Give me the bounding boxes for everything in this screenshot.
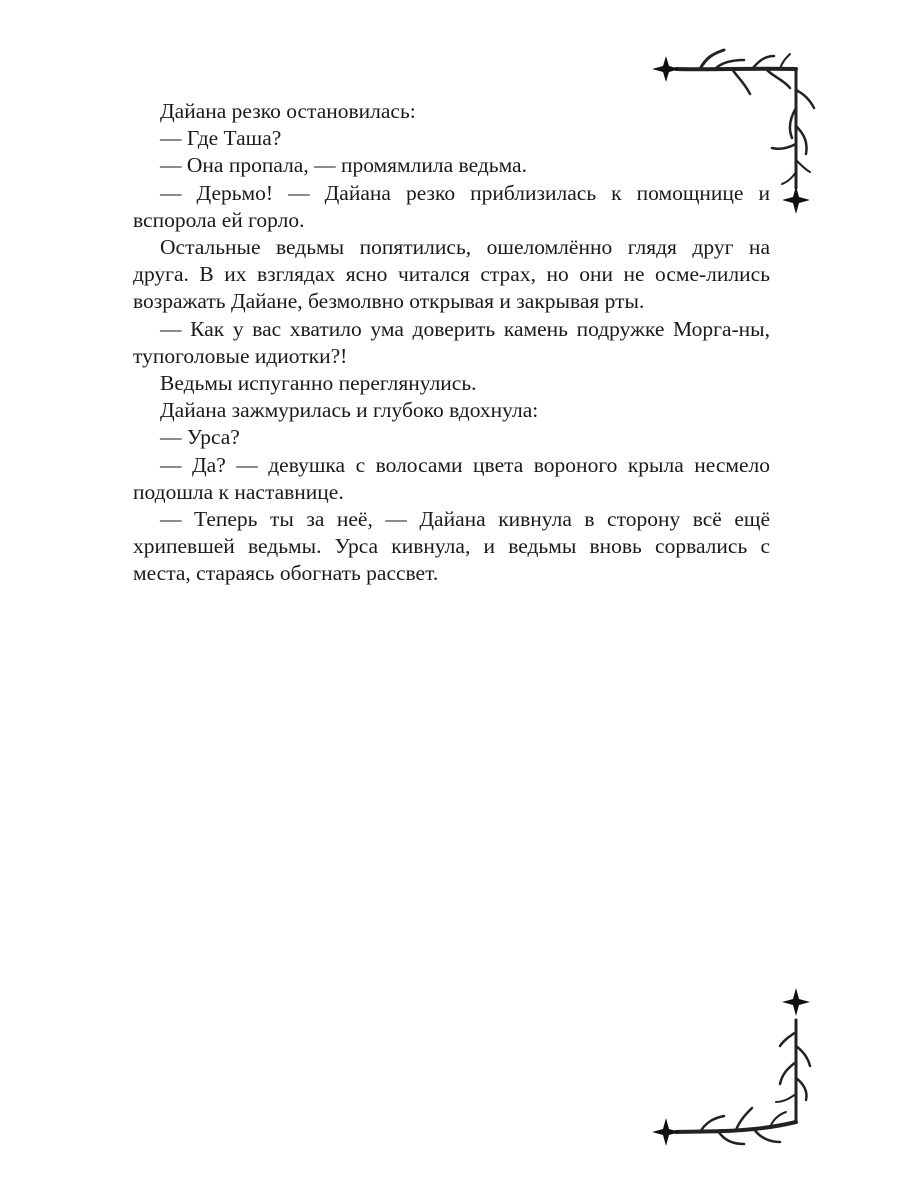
thorny-branch-icon [640,980,830,1160]
paragraph: Остальные ведьмы попятились, ошеломлённо глядя друг на друга. В их взглядах ясно читался страх, но они не осме-лились возражать Дайане, безмолвно открывая и закрывая рты. [133,235,770,314]
paragraph: — Где Таша? [160,126,282,151]
paragraph: Дайана резко остановилась: [160,99,416,123]
corner-ornament-bottom [640,980,830,1160]
paragraph: — Как у вас хватило ума доверить камень подружке Морга-ны, тупоголовые идиотки?! [133,316,770,368]
paragraph: Ведьмы испуганно переглянулись. [160,371,477,396]
paragraph: — Урса? [160,425,240,450]
paragraph: Дайана зажмурилась и глубоко вдохнула: [160,398,539,423]
paragraph: — Она пропала, — промямлила ведьма. [160,153,527,178]
paragraph: — Теперь ты за неё, — Дайана кивнула в сторону всё ещё хрипевшей ведьмы. Урса кивнула, и ведьмы вновь сорвались с места, стараясь обогнать рассвет. [133,507,770,586]
paragraph: — Дерьмо! — Дайана резко приблизилась к помощнице и вспорола ей горло. [133,180,770,232]
document-body [133,98,770,588]
paragraph: — Да? — девушка с волосами цвета вороного крыла несмело подошла к наставнице. [133,452,770,504]
